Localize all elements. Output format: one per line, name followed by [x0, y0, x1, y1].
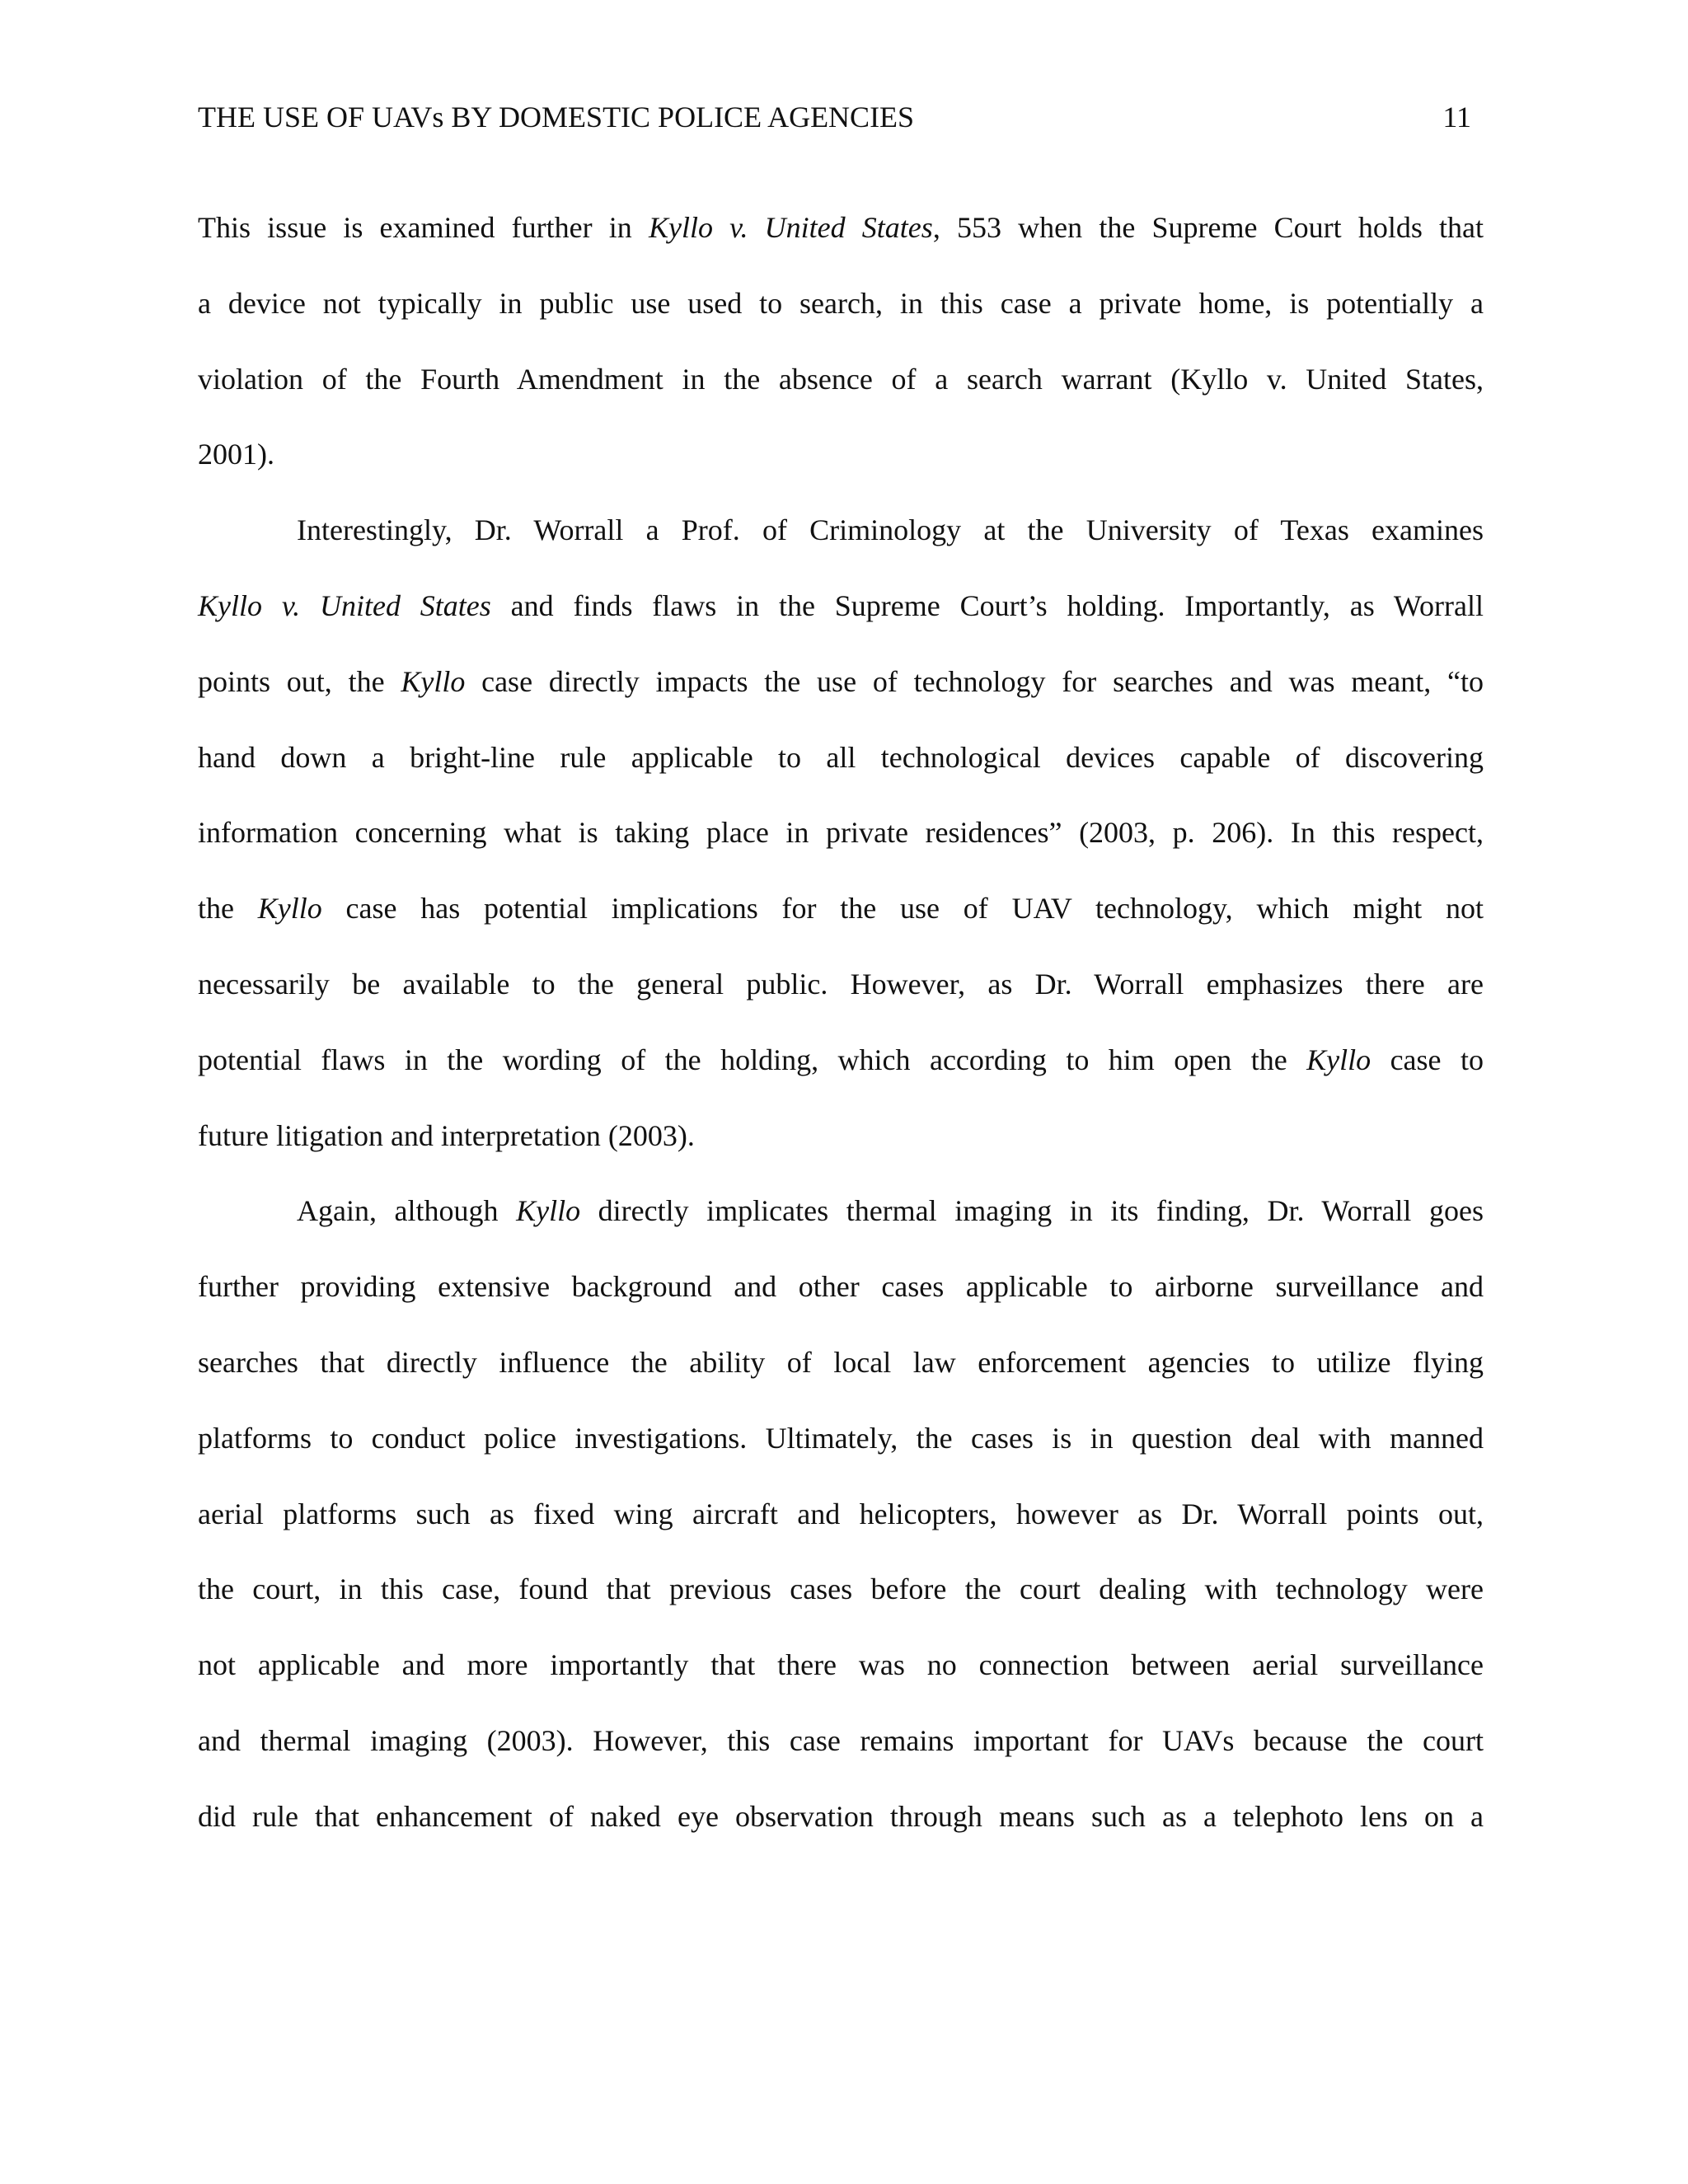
text-line: the Kyllo case has potential implications for the use of UAV technology, which might not [198, 892, 1484, 926]
text-line: hand down a bright-line rule applicable to all technological devices capable of discovering [198, 740, 1484, 774]
text-line: 2001). [198, 438, 274, 471]
text-line: a device not typically in public use used to search, in this case a private home, is potentially a [198, 286, 1484, 320]
text-line: necessarily be available to the general public. However, as Dr. Worrall emphasizes there are [198, 967, 1484, 1001]
text-line: further providing extensive background and other cases applicable to airborne surveillance and [198, 1270, 1484, 1304]
page-number: 11 [1442, 101, 1471, 134]
case-name-italic: Kyllo v. United States [198, 588, 491, 622]
text-line: Kyllo v. United States and finds flaws in the Supreme Court’s holding. Importantly, as Worrall [198, 588, 1484, 622]
text-line: information concerning what is taking place in private residences” (2003, p. 206). In this respect, [198, 816, 1484, 850]
case-name-italic: Kyllo [257, 892, 322, 926]
text-line: platforms to conduct police investigations. Ultimately, the cases is in question deal with manned [198, 1421, 1484, 1455]
text-line: aerial platforms such as fixed wing aircraft and helicopters, however as Dr. Worrall points out, [198, 1497, 1484, 1530]
paragraph [198, 493, 1484, 1174]
text-line: This issue is examined further in Kyllo v. United States, 553 when the Supreme Court holds that [198, 211, 1484, 244]
text-line: the court, in this case, found that previous cases before the court dealing with technology were [198, 1572, 1484, 1606]
text-line: not applicable and more importantly that there was no connection between aerial surveillance [198, 1648, 1484, 1682]
case-name-italic: Kyllo [1306, 1043, 1372, 1076]
text-line: points out, the Kyllo case directly impacts the use of technology for searches and was meant, “to [198, 664, 1484, 698]
running-head-title: THE USE OF UAVs BY DOMESTIC POLICE AGENCIES [198, 101, 915, 134]
text-line: future litigation and interpretation (2003). [198, 1118, 695, 1152]
case-name-italic: Kyllo [401, 664, 466, 698]
paragraph [198, 190, 1484, 493]
running-head [198, 92, 1471, 142]
paragraph [198, 1174, 1484, 1854]
text-line: violation of the Fourth Amendment in the absence of a search warrant (Kyllo v. United States, [198, 362, 1484, 396]
body-text [198, 190, 1484, 1855]
text-line: and thermal imaging (2003). However, this case remains important for UAVs because the court [198, 1723, 1484, 1757]
text-line: searches that directly influence the ability of local law enforcement agencies to utilize flying [198, 1345, 1484, 1379]
text-line: did rule that enhancement of naked eye observation through means such as a telephoto lens on a [198, 1799, 1484, 1833]
text-line: potential flaws in the wording of the holding, which according to him open the Kyllo case to [198, 1043, 1484, 1076]
case-name-italic: Kyllo [516, 1194, 581, 1228]
case-name-italic: Kyllo v. United States [648, 211, 933, 244]
text-line: Interestingly, Dr. Worrall a Prof. of Criminology at the University of Texas examines [297, 513, 1484, 547]
text-line: Again, although Kyllo directly implicates thermal imaging in its finding, Dr. Worrall goes [297, 1194, 1484, 1228]
